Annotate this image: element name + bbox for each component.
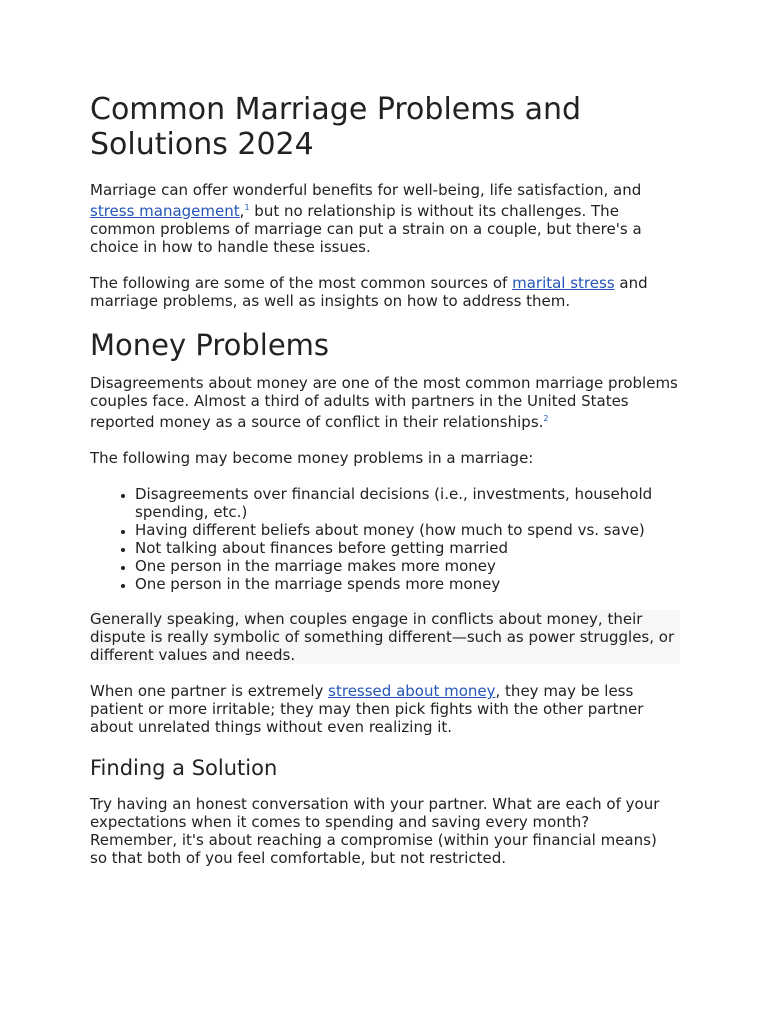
list-item: • Disagreements over financial decisions (i.e., investments, household spending, etc.) <box>135 485 678 521</box>
intro-paragraph-1 <box>90 181 678 256</box>
money-problems-list <box>90 485 678 593</box>
money-paragraph-3 <box>90 682 678 736</box>
article-body <box>90 92 678 885</box>
solution-paragraph-1: Try having an honest conversation with your partner. What are each of your expectations when it comes to spending and saving every month? Remember, it's about reaching a compromise (within your financial means) so that both of you feel comfortable, but not restricted. <box>90 795 660 867</box>
finding-a-solution-heading: Finding a Solution <box>90 756 278 780</box>
list-item: • One person in the marriage spends more money <box>135 575 678 593</box>
money-paragraph-1 <box>90 374 678 431</box>
money-p3-text-after: , they may be less patient or more irritable; they may then pick fights with the other partner about unrelated things without even realizing it. <box>90 682 644 736</box>
stressed-about-money-link[interactable]: stressed about money <box>328 682 496 700</box>
intro-p2-text-before: The following are some of the most common sources of <box>90 274 513 292</box>
money-problems-heading: Money Problems <box>90 328 330 362</box>
article-title: Common Marriage Problems and Solutions 2024 <box>90 92 582 162</box>
list-item: • One person in the marriage makes more money <box>135 557 678 575</box>
intro-p1-text-before: Marriage can offer wonderful benefits for well-being, life satisfaction, and <box>90 181 642 199</box>
intro-p1-text-after: but no relationship is without its challenges. The common problems of marriage can put a strain on a couple, but there's a choice in how to handle these issues. <box>90 202 642 256</box>
money-p3-text-before: When one partner is extremely <box>90 682 329 700</box>
list-item: • Not talking about finances before getting married <box>135 539 678 557</box>
money-p1-text: Disagreements about money are one of the most common marriage problems couples face. Almost a third of adults with partners in the United States reported money as a source of conflict in their relationships. <box>90 374 678 431</box>
intro-p1-comma: , <box>239 202 245 220</box>
footnote-1-link[interactable]: 1 <box>244 203 250 212</box>
money-paragraph-2: The following may become money problems in a marriage: <box>90 449 534 467</box>
stress-management-link[interactable]: stress management <box>90 202 240 220</box>
footnote-2-link[interactable]: 2 <box>543 414 549 423</box>
marital-stress-link[interactable]: marital stress <box>512 274 615 292</box>
intro-p2-text-after: and marriage problems, as well as insights on how to address them. <box>90 274 648 310</box>
list-item: • Having different beliefs about money (how much to spend vs. save) <box>135 521 678 539</box>
intro-paragraph-2 <box>90 274 678 310</box>
callout-paragraph: Generally speaking, when couples engage in conflicts about money, their dispute is really symbolic of something different—such as power struggles, or different values and needs. <box>90 610 680 664</box>
